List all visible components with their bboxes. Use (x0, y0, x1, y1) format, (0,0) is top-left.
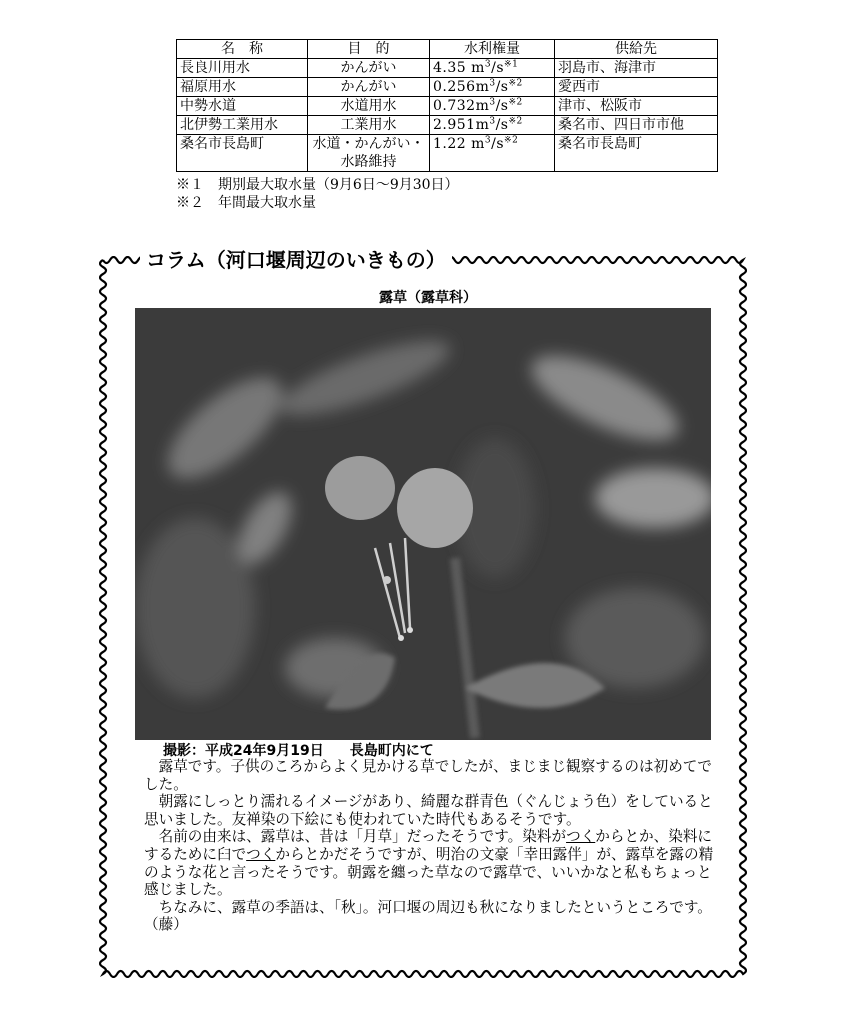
cell-amount (430, 97, 555, 116)
text-run: からとかだそうですが、明治の文豪「幸田露伴」が、露草を露の精のような花と言ったそうです。朝露を纏った草なので露草で、いいかなと私もちょっと感じました。 (144, 845, 714, 899)
table-row (177, 135, 718, 172)
amount-value: 0.732m (433, 98, 490, 114)
body-paragraph (144, 828, 724, 898)
unit-tail: /s (491, 136, 505, 152)
water-rights-table (176, 39, 718, 172)
body-paragraph (144, 758, 724, 793)
photo-title: 露草（露草科） (379, 290, 477, 306)
column-title: コラム（河口堰周辺のいきもの） (140, 246, 452, 274)
underlined-text: つく (566, 828, 596, 846)
note-mark: ※1 (504, 59, 519, 70)
underlined-text: つく (246, 845, 276, 863)
cell-purpose: かんがい (308, 78, 430, 97)
header-amount: 水利権量 (430, 40, 555, 59)
unit-exponent: 3 (484, 59, 492, 70)
cell-supply: 津市、松阪市 (555, 97, 718, 116)
table-row (177, 97, 718, 116)
body-paragraph (144, 899, 724, 934)
cell-purpose: 水道・かんがい・水路維持 (308, 135, 430, 172)
dayflower-photo (135, 308, 711, 740)
amount-value: 2.951m (433, 117, 490, 133)
cell-amount (430, 59, 555, 78)
text-run: 名前の由来は、露草は、昔は「月草」だったそうです。染料が (158, 828, 567, 846)
column-body (144, 758, 724, 934)
table-row (177, 59, 718, 78)
cell-purpose: 工業用水 (308, 116, 430, 135)
text-run: ちなみに、露草の季語は、「秋」。河口堰の周辺も秋になりましたというところです。（藤） (144, 898, 712, 934)
header-supply: 供給先 (555, 40, 718, 59)
cell-supply: 桑名市、四日市市他 (555, 116, 718, 135)
note-mark: ※2 (508, 97, 523, 108)
amount-value: 4.35 m (433, 60, 485, 76)
cell-name: 福原用水 (177, 78, 308, 97)
table-notes (176, 176, 459, 212)
cell-name: 桑名市長島町 (177, 135, 308, 172)
table-row (177, 78, 718, 97)
unit-tail: /s (495, 79, 509, 95)
cell-name: 中勢水道 (177, 97, 308, 116)
cell-name: 長良川用水 (177, 59, 308, 78)
photo-date: 撮影：平成24年9月19日 (163, 743, 324, 759)
text-run: からとか、染料にするために臼で (144, 828, 713, 863)
note-mark: ※2 (508, 116, 523, 127)
unit-exponent: 3 (489, 97, 496, 108)
body-paragraph (144, 793, 724, 828)
unit-tail: /s (495, 98, 509, 114)
note-mark: ※2 (504, 135, 519, 146)
photo-caption (163, 740, 434, 760)
unit-tail: /s (491, 60, 505, 76)
text-run: 露草です。子供のころからよく見かける草でしたが、まじまじ観察するのは初めてでした。 (144, 758, 712, 793)
header-name: 名 称 (177, 40, 308, 59)
amount-value: 1.22 m (433, 136, 485, 152)
header-purpose: 目 的 (308, 40, 430, 59)
text-run: 朝露にしっとり濡れるイメージがあり、綺麗な群青色（ぐんじょう色）をしていると思いました。友禅染の下絵にも使われていた時代もあるそうです。 (144, 793, 713, 828)
table-header-row (177, 40, 718, 59)
unit-exponent: 3 (484, 135, 492, 146)
cell-supply: 愛西市 (555, 78, 718, 97)
table-body (177, 59, 718, 172)
cell-purpose: 水道用水 (308, 97, 430, 116)
note-1: ※１ 期別最大取水量（9月6日～9月30日） (176, 177, 459, 193)
note-2: ※２ 年間最大取水量 (176, 195, 316, 211)
cell-purpose: かんがい (308, 59, 430, 78)
unit-exponent: 3 (489, 116, 496, 127)
amount-value: 0.256m (433, 79, 490, 95)
note-mark: ※2 (508, 78, 523, 89)
cell-amount (430, 135, 555, 172)
cell-amount (430, 116, 555, 135)
photo-place: 長島町内にて (349, 743, 434, 759)
cell-name: 北伊勢工業用水 (177, 116, 308, 135)
cell-supply: 羽島市、海津市 (555, 59, 718, 78)
unit-exponent: 3 (489, 78, 496, 89)
table-row (177, 116, 718, 135)
cell-supply: 桑名市長島町 (555, 135, 718, 172)
unit-tail: /s (495, 117, 509, 133)
cell-amount (430, 78, 555, 97)
